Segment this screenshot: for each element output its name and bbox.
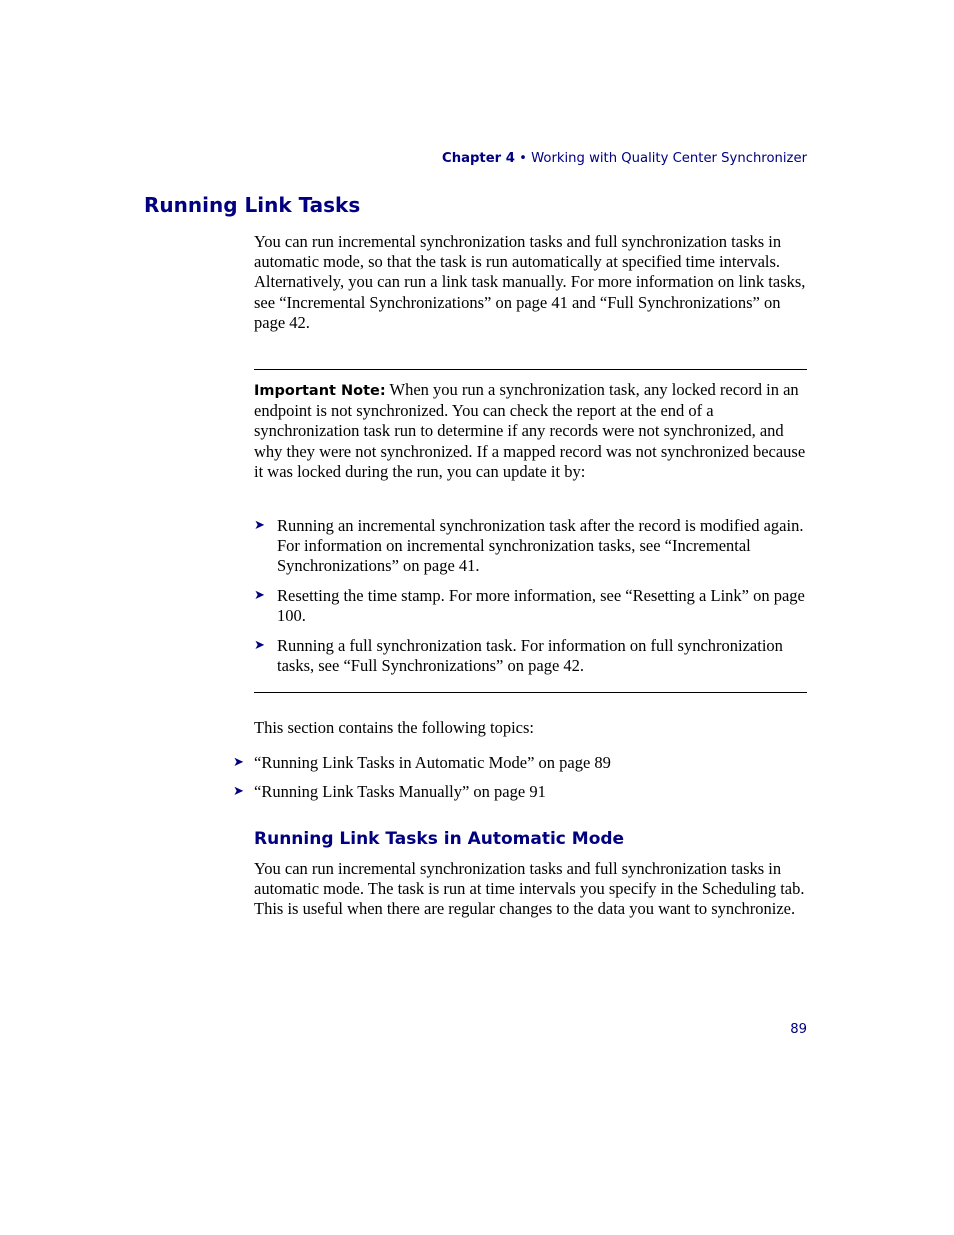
running-head: [442, 151, 807, 166]
intro-paragraph: You can run incremental synchronization tasks and full synchronization tasks in automatic mode, so that the task is run automatically at specified time intervals. Alternatively, you can run a link task manually. For more information on link tasks, see “Incremental Synchronizations” on page 41 and “Full Synchronizations” on page 42.: [254, 232, 806, 332]
running-head-separator: •: [514, 151, 532, 166]
chapter-title: Working with Quality Center Synchronizer: [531, 151, 807, 166]
list-item-text: Running an incremental synchronization task after the record is modified again. For information on incremental synchronization tasks, see “Incremental Synchronizations” on page 41.: [277, 516, 804, 576]
chapter-label: Chapter 4: [442, 151, 515, 166]
list-item: [254, 516, 810, 577]
list-item-text: Resetting the time stamp. For more information, see “Resetting a Link” on page 100.: [277, 586, 805, 626]
note-bullet-list: [254, 516, 810, 686]
arrowhead-bullet-icon: ➤: [254, 638, 265, 654]
arrowhead-bullet-icon: ➤: [233, 755, 244, 770]
arrowhead-bullet-icon: ➤: [233, 784, 244, 800]
note-text: When you run a synchronization task, any locked record in an endpoint is not synchronized. You can check the report at the end of a synchronization task run to determine if any records were not synchronized, and why they were not synchronized. If a mapped record was not synchronized because it was locked during the run, you can update it by:: [254, 380, 806, 481]
topic-link-text[interactable]: “Running Link Tasks Manually” on page 91: [254, 782, 546, 802]
note-bottom-divider: [254, 692, 807, 693]
list-item: [254, 636, 810, 676]
important-note: [254, 380, 810, 482]
topic-link[interactable]: [233, 753, 611, 773]
note-top-divider: [254, 369, 807, 370]
subsection-paragraph: You can run incremental synchronization tasks and full synchronization tasks in automatic mode. The task is run at time intervals you specify in the Scheduling tab. This is useful when there are regular changes to the data you want to synchronize.: [254, 859, 805, 919]
list-item-text: Running a full synchronization task. For information on full synchronization tasks, see “Full Synchronizations” on page 42.: [277, 636, 783, 676]
topic-link[interactable]: [233, 782, 611, 802]
note-label: Important Note:: [254, 383, 386, 399]
page-title: Running Link Tasks: [144, 193, 361, 217]
list-item: [254, 586, 810, 626]
arrowhead-bullet-icon: ➤: [254, 588, 265, 604]
subsection-title: Running Link Tasks in Automatic Mode: [254, 829, 625, 849]
topic-link-list: [233, 753, 611, 811]
page-number: 89: [790, 1022, 807, 1037]
topics-intro: This section contains the following topics:: [254, 718, 535, 737]
arrowhead-bullet-icon: ➤: [254, 518, 265, 533]
topic-link-text[interactable]: “Running Link Tasks in Automatic Mode” on page 89: [254, 753, 611, 772]
